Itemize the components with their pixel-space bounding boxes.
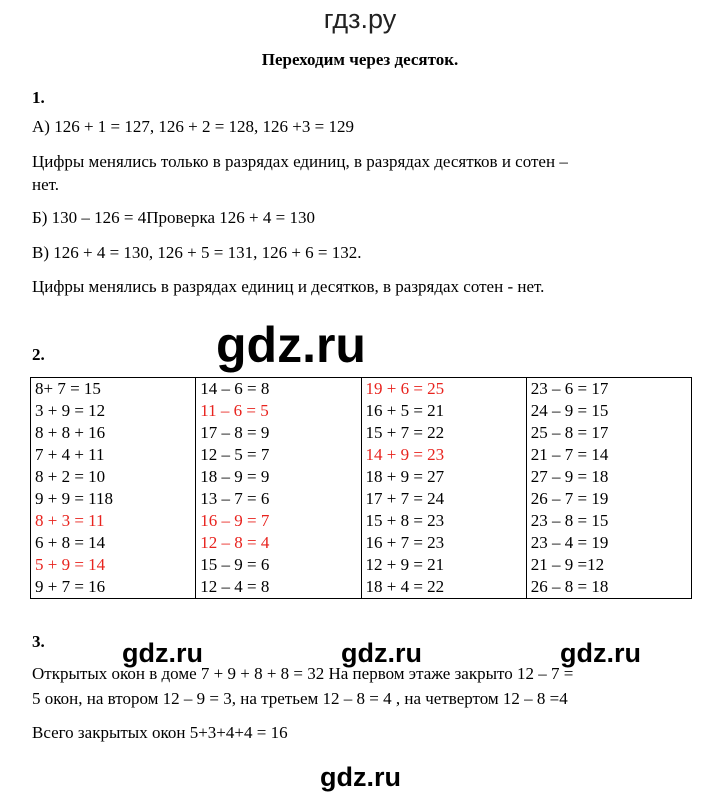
section-1-a: А) 126 + 1 = 127, 126 + 2 = 128, 126 +3 = 129 — [32, 117, 354, 136]
table-cell: 18 – 9 = 9 — [200, 467, 270, 486]
section-1-b: Б) 130 – 126 = 4Проверка 126 + 4 = 130 — [32, 208, 315, 227]
table-cell: 21 – 9 =12 — [530, 555, 605, 574]
exercise-table — [30, 377, 692, 599]
table-cell: 16 – 9 = 7 — [200, 511, 270, 530]
table-cell: 17 – 8 = 9 — [200, 423, 270, 442]
table-cell: 26 – 7 = 19 — [530, 489, 609, 508]
table-cell: 16 + 5 = 21 — [365, 401, 445, 420]
table-cell: 12 – 8 = 4 — [200, 533, 270, 552]
section-3-line3: Всего закрытых окон 5+3+4+4 = 16 — [32, 723, 288, 742]
table-cell: 15 + 8 = 23 — [365, 511, 445, 530]
table-cell: 27 – 9 = 18 — [530, 467, 609, 486]
table-cell: 8+ 7 = 15 — [35, 379, 101, 398]
section-2-number: 2. — [32, 345, 45, 364]
table-cell: 8 + 3 = 11 — [35, 511, 105, 530]
table-cell: 23 – 8 = 15 — [530, 511, 609, 530]
table-cell: 8 + 2 = 10 — [35, 467, 106, 486]
watermark: gdz.ru — [320, 762, 401, 792]
watermark: gdz.ru — [560, 638, 641, 668]
table-cell: 11 – 6 = 5 — [200, 401, 269, 420]
section-3-line2: 5 окон, на втором 12 – 9 = 3, на третьем 12 – 8 = 4 , на четвертом 12 – 8 =4 — [32, 689, 568, 708]
table-cell: 3 + 9 = 12 — [35, 401, 106, 420]
table-cell: 5 + 9 = 14 — [35, 555, 106, 574]
watermark: gdz.ru — [122, 638, 203, 668]
table-cell: 16 + 7 = 23 — [365, 533, 445, 552]
site-header: гдз.ру — [323, 4, 397, 34]
table-cell: 23 – 6 = 17 — [530, 379, 609, 398]
table-cell: 7 + 4 + 11 — [35, 445, 105, 464]
table-column — [31, 378, 196, 599]
table-cell: 12 – 5 = 7 — [200, 445, 270, 464]
table-column — [361, 378, 526, 599]
table-cell: 12 – 4 = 8 — [200, 577, 270, 596]
table-column — [526, 378, 691, 599]
table-cell: 18 + 4 = 22 — [365, 577, 445, 596]
page-title: Переходим через десяток. — [261, 50, 459, 69]
table-cell: 26 – 8 = 18 — [530, 577, 609, 596]
watermark: gdz.ru — [341, 638, 422, 668]
watermark-main: gdz.ru — [216, 317, 366, 373]
section-1-number: 1. — [32, 88, 45, 107]
table-cell: 15 + 7 = 22 — [365, 423, 445, 442]
section-1-note-line2: нет. — [32, 175, 60, 194]
section-3-line1: Открытых окон в доме 7 + 9 + 8 + 8 = 32 На первом этаже закрыто 12 – 7 = — [32, 664, 574, 683]
table-cell: 17 + 7 = 24 — [365, 489, 445, 508]
section-3-number: 3. — [32, 632, 45, 651]
table-cell: 23 – 4 = 19 — [530, 533, 609, 552]
table-cell: 24 – 9 = 15 — [530, 401, 609, 420]
table-cell: 12 + 9 = 21 — [365, 555, 445, 574]
table-cell: 13 – 7 = 6 — [200, 489, 270, 508]
section-1-note-line1: Цифры менялись только в разрядах единиц, в разрядах десятков и сотен – — [32, 152, 568, 171]
section-1-note2: Цифры менялись в разрядах единиц и десятков, в разрядах сотен - нет. — [32, 277, 545, 296]
table-cell: 9 + 7 = 16 — [35, 577, 106, 596]
table-cell: 21 – 7 = 14 — [530, 445, 609, 464]
table-cell: 18 + 9 = 27 — [365, 467, 445, 486]
table-cell: 15 – 9 = 6 — [200, 555, 270, 574]
table-cell: 14 – 6 = 8 — [200, 379, 270, 398]
section-1-v: В) 126 + 4 = 130, 126 + 5 = 131, 126 + 6 = 132. — [32, 243, 362, 262]
table-cell: 9 + 9 = 118 — [35, 489, 114, 508]
table-column — [196, 378, 361, 599]
table-cell: 19 + 6 = 25 — [365, 379, 445, 398]
table-cell: 6 + 8 = 14 — [35, 533, 106, 552]
table-cell: 14 + 9 = 23 — [365, 445, 445, 464]
table-cell: 25 – 8 = 17 — [530, 423, 609, 442]
table-cell: 8 + 8 + 16 — [35, 423, 106, 442]
